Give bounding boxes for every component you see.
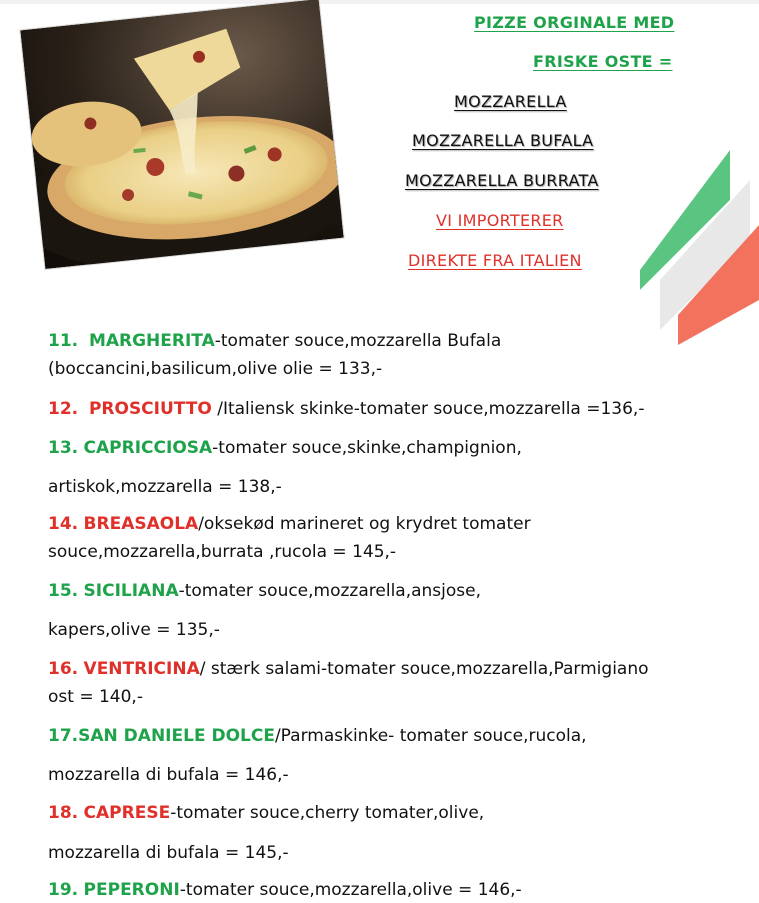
item-description: / stærk salami-tomater souce,mozzarella,Parmigiano [199, 659, 649, 679]
item-name: CAPRICCIOSA [83, 438, 213, 458]
menu-item-19 [48, 879, 522, 901]
item-number: 15. [48, 581, 79, 601]
menu-item-11 [48, 330, 501, 352]
header-title-line2: FRISKE OSTE = [533, 52, 673, 71]
item-description: /Parmaskinke- tomater souce,rucola, [274, 726, 587, 746]
item-number: 18. [48, 803, 79, 823]
item-number: 19. [48, 880, 79, 900]
item-number: 12. [48, 399, 79, 419]
import-line1: VI IMPORTERER [436, 211, 564, 230]
item-description: -tomater souce,skinke,champignion, [212, 438, 522, 458]
item-number: 16. [48, 659, 79, 679]
cheese-mozzarella-burrata: MOZZARELLA BURRATA [405, 171, 599, 190]
item-name: BREASAOLA [83, 514, 199, 534]
item-description: -tomater souce,cherry tomater,olive, [170, 803, 485, 823]
item-name: CAPRESE [83, 803, 171, 823]
italian-flag-decoration [630, 140, 759, 350]
menu-item-13 [48, 437, 522, 459]
menu-item-16 [48, 658, 649, 680]
item-name: PEPERONI [83, 880, 180, 900]
item-name: MARGHERITA [88, 331, 215, 351]
menu-item-18-cont: mozzarella di bufala = 145,- [48, 843, 289, 863]
item-name: PROSCIUTTO [88, 399, 212, 419]
menu-item-13-cont: artiskok,mozzarella = 138,- [48, 477, 282, 497]
cheese-mozzarella: MOZZARELLA [454, 92, 567, 111]
header-title-line1: PIZZE ORGINALE MED [474, 13, 675, 32]
item-description: -tomater souce,mozzarella Bufala [214, 331, 502, 351]
menu-item-14 [48, 513, 531, 535]
item-description: /Italiensk skinke-tomater souce,mozzarella =136,- [211, 399, 645, 419]
menu-item-17 [48, 725, 587, 747]
top-border [0, 0, 759, 4]
item-description: -tomater souce,mozzarella,ansjose, [178, 581, 482, 601]
item-number: 14. [48, 514, 79, 534]
menu-item-17-cont: mozzarella di bufala = 146,- [48, 765, 289, 785]
menu-item-14-cont: souce,mozzarella,burrata ,rucola = 145,- [48, 542, 397, 562]
menu-item-15-cont: kapers,olive = 135,- [48, 620, 220, 640]
item-description: -tomater souce,mozzarella,olive = 146,- [179, 880, 522, 900]
menu-item-11-cont: (boccancini,basilicum,olive olie = 133,- [48, 359, 383, 379]
item-number: 13. [48, 438, 79, 458]
menu-item-12 [48, 398, 644, 420]
pizza-photo [20, 0, 343, 269]
item-number: 17. [48, 726, 79, 746]
menu-item-15 [48, 580, 481, 602]
menu-item-16-cont: ost = 140,- [48, 687, 143, 707]
menu-item-18 [48, 802, 484, 824]
item-name: VENTRICINA [83, 659, 200, 679]
import-line2: DIREKTE FRA ITALIEN [408, 251, 582, 270]
item-name: SAN DANIELE DOLCE [78, 726, 275, 746]
item-number: 11. [48, 331, 79, 351]
item-name: SICILIANA [83, 581, 179, 601]
cheese-mozzarella-bufala: MOZZARELLA BUFALA [412, 131, 594, 150]
item-description: /oksekød marineret og krydret tomater [198, 514, 531, 534]
